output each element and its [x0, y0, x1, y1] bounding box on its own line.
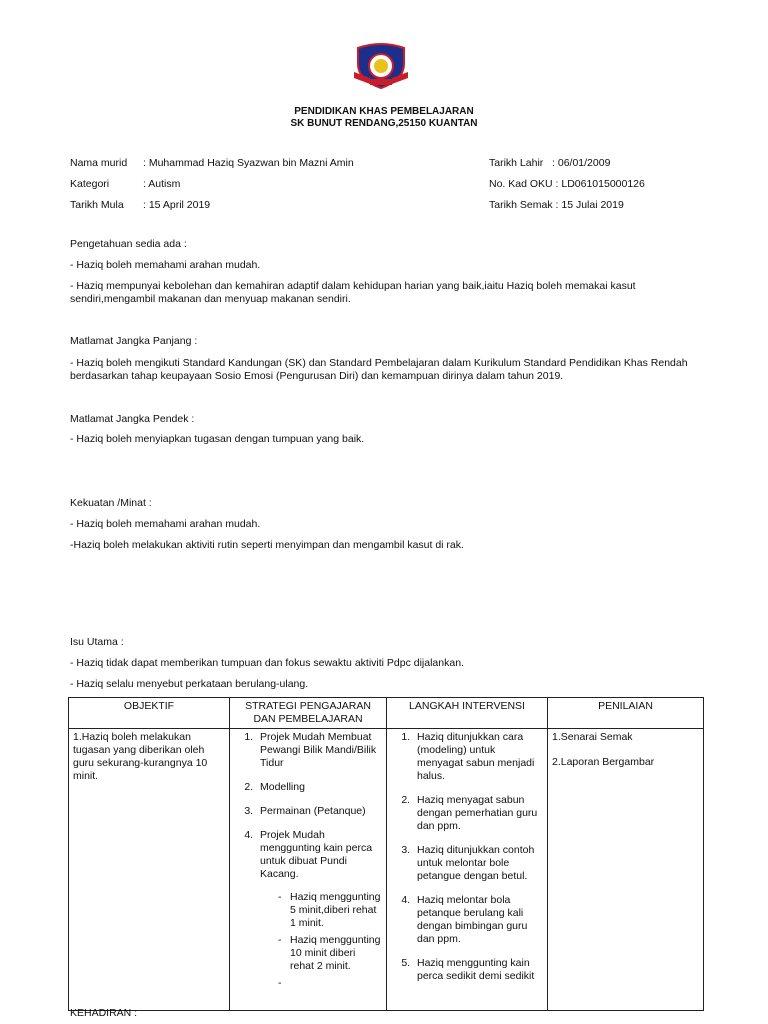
- kekuatan-title: Kekuatan /Minat :: [70, 497, 152, 509]
- kad-oku: No. Kad OKU : LD061015000126: [489, 178, 645, 190]
- table-row: [69, 729, 704, 1011]
- penilaian-item: 1.Senarai Semak: [552, 731, 633, 743]
- strategi-cell: [230, 729, 387, 1011]
- objektif-cell: 1.Haziq boleh melakukan tugasan yang diberikan oleh guru sekurang-kurangnya 10 minit.: [69, 729, 230, 1011]
- list-item: [256, 829, 382, 973]
- pengetahuan-item: - Haziq mempunyai kebolehan dan kemahiran adaptif dalam kehidupan harian yang baik,iaitu Haziq boleh memakai kasut sendiri,mengambil makanan dan menyuap makanan sendiri.: [70, 280, 636, 305]
- matlamat-panjang-title: Matlamat Jangka Panjang :: [70, 335, 198, 347]
- list-item: 4. Haziq melontar bola petanque berulang kali dengan bimbingan guru dan ppm.: [413, 894, 543, 946]
- list-item: 2. Modelling: [256, 781, 382, 794]
- isu-utama-item: - Haziq tidak dapat memberikan tumpuan dan fokus sewaktu aktiviti Pdpc dijalankan.: [70, 657, 464, 669]
- isu-utama-title: Isu Utama :: [70, 636, 124, 648]
- matlamat-pendek-title: Matlamat Jangka Pendek :: [70, 413, 195, 425]
- list-item: 3. Haziq ditunjukkan contoh untuk melontar bole petangue dengan betul.: [413, 844, 543, 883]
- school-crest-logo: [350, 42, 412, 90]
- header-title-line1: PENDIDIKAN KHAS PEMBELAJARAN: [294, 106, 474, 117]
- kehadiran-title: KEHADIRAN :: [70, 1007, 138, 1019]
- list-item: - Haziq menggunting 5 minit,diberi rehat 1 minit.: [278, 891, 382, 930]
- list-item: 3. Permainan (Petanque): [256, 805, 382, 818]
- tarikh-mula-value: : 15 April 2019: [143, 199, 211, 211]
- strategi-list: [234, 731, 382, 973]
- list-item: 1. Haziq ditunjukkan cara (modeling) untuk menyagat sabun menjadi halus.: [413, 731, 543, 783]
- pengetahuan-item: - Haziq boleh memahami arahan mudah.: [70, 259, 261, 271]
- kategori-label: Kategori: [70, 178, 110, 190]
- intervention-plan-table: [68, 697, 704, 1011]
- list-item: 1. Projek Mudah Membuat Pewangi Bilik Mandi/Bilik Tidur: [256, 731, 382, 770]
- tarikh-mula-label: Tarikh Mula: [70, 199, 124, 211]
- strategi-sublist: [260, 891, 382, 973]
- isu-utama-item: - Haziq selalu menyebut perkataan berulang-ulang.: [70, 678, 309, 690]
- column-header: LANGKAH INTERVENSI: [387, 698, 548, 729]
- penilaian-item: 2.Laporan Bergambar: [552, 756, 655, 768]
- pengetahuan-title: Pengetahuan sedia ada :: [70, 238, 187, 250]
- list-item: - Haziq menggunting 10 minit diberi rehat 2 minit.: [278, 934, 382, 973]
- strategi-item-text: Projek Mudah menggunting kain perca untuk dibuat Pundi Kacang.: [260, 829, 373, 880]
- list-item: 2. Haziq menyagat sabun dengan pemerhatian guru dan ppm.: [413, 794, 543, 833]
- nama-value: : Muhammad Haziq Syazwan bin Mazni Amin: [143, 157, 354, 169]
- table-header-row: [69, 698, 704, 729]
- kekuatan-item: -Haziq boleh melakukan aktiviti rutin seperti menyimpan dan mengambil kasut di rak.: [70, 539, 464, 551]
- matlamat-panjang-item: - Haziq boleh mengikuti Standard Kandungan (SK) dan Standard Pembelajaran dalam Kurikulum Standard Pendidikan Khas Rendah berdasarkan tahap keupayaan Sosio Emosi (Pengurusan Diri) dan kemampuan dirinya dalam tahun 2019.: [70, 357, 688, 382]
- tarikh-lahir: Tarikh Lahir : 06/01/2009: [489, 157, 611, 169]
- matlamat-pendek-item: - Haziq boleh menyiapkan tugasan dengan tumpuan yang baik.: [70, 433, 365, 445]
- langkah-list: [391, 731, 543, 983]
- kategori-value: : Autism: [143, 178, 181, 190]
- langkah-cell: [387, 729, 548, 1011]
- header-title-line2: SK BUNUT RENDANG,25150 KUANTAN: [290, 118, 478, 129]
- tarikh-semak: Tarikh Semak : 15 Julai 2019: [489, 199, 624, 211]
- penilaian-cell: [548, 729, 704, 1011]
- nama-label: Nama murid: [70, 157, 128, 169]
- column-header: STRATEGI PENGAJARAN DAN PEMBELAJARAN: [230, 698, 387, 729]
- column-header: PENILAIAN: [548, 698, 704, 729]
- kekuatan-item: - Haziq boleh memahami arahan mudah.: [70, 518, 261, 530]
- list-item: 5. Haziq menggunting kain perca sedikit demi sedikit: [413, 957, 543, 983]
- column-header: OBJEKTIF: [69, 698, 230, 729]
